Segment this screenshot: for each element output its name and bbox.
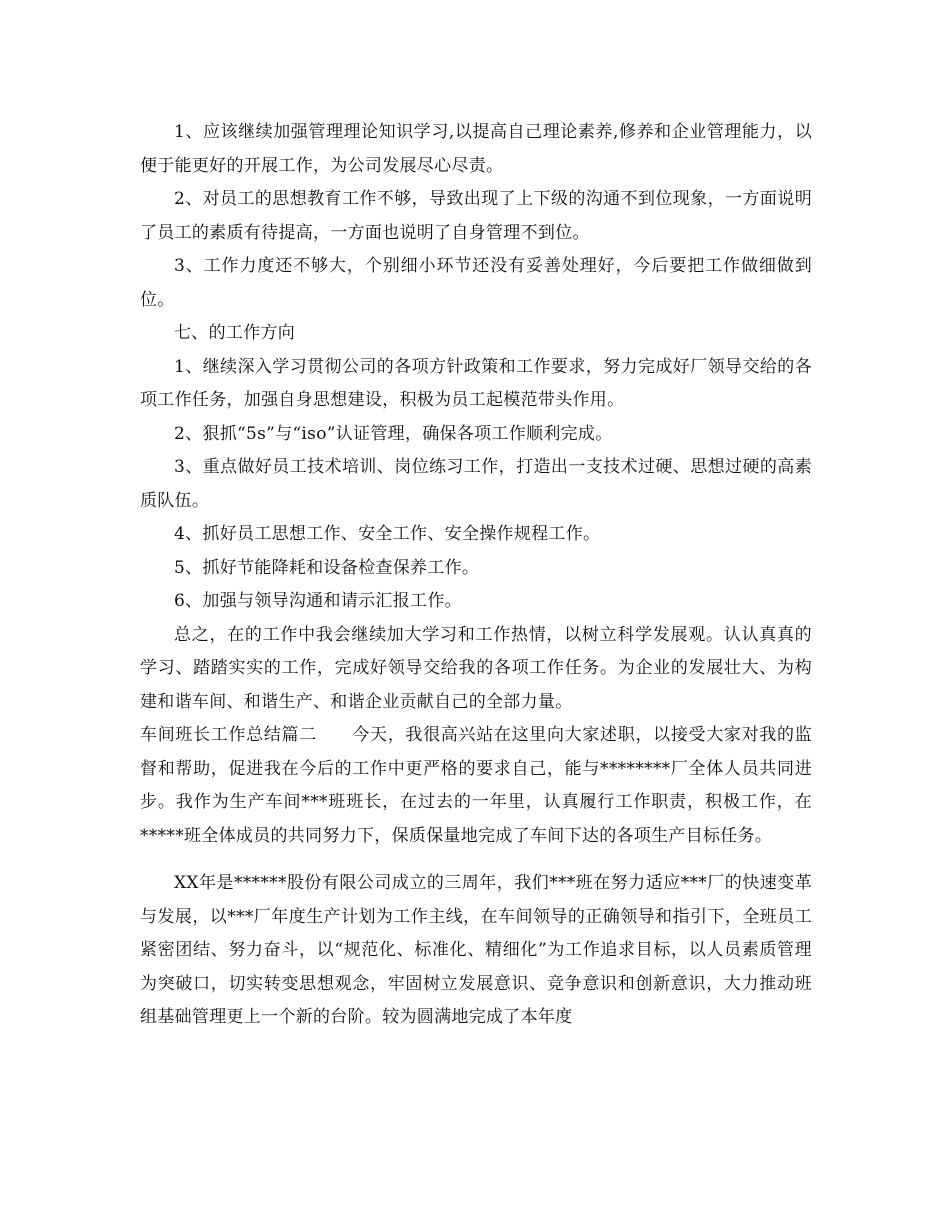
paragraph-annual-overview: XX年是******股份有限公司成立的三周年，我们***班在努力适应***厂的快速变革与发展，以***厂年度生产计划为工作主线，在车间领导的正确领导和指引下，全班员工紧密团结、努力奋斗，以“规范化、标准化、精细化”为工作追求目标，以人员素质管理为突破口，切实转变思想观念，牢固树立发展意识、竞争意识和创新意识，大力推动班组基础管理更上一个新的台阶。较为圆满地完成了本年度 (140, 873, 812, 1027)
paragraph-article-two-opening: 车间班长工作总结篇二 今天，我很高兴站在这里向大家述职，以接受大家对我的监督和帮助，促进我在今后的工作中更严格的要求自己，能与********厂全体人员共同进步。我作为生产车间***班班长，在过去的一年里，认真履行工作职责，积极工作，在*****班全体成员的共同努力下，保质保量地完成了车间下达的各项生产目标任务。 (140, 725, 812, 846)
paragraph-improvement-1: 1、应该继续加强管理理论知识学习,以提高自己理论素养,修养和企业管理能力，以便于能更好的开展工作，为公司发展尽心尽责。 (140, 122, 812, 176)
document-body (140, 116, 812, 1035)
section-heading-work-direction: 七、的工作方向 (174, 323, 296, 343)
paragraph-direction-3: 3、重点做好员工技术培训、岗位练习工作，打造出一支技术过硬、思想过硬的高素质队伍。 (140, 457, 812, 511)
paragraph-conclusion: 总之，在的工作中我会继续加大学习和工作热情，以树立科学发展观。认认真真的学习、踏踏实实的工作，完成好领导交给我的各项工作任务。为企业的发展壮大、为构建和谐车间、和谐生产、和谐企业贡献自己的全部力量。 (140, 624, 812, 712)
paragraph-direction-2: 2、狠抓“5s”与“iso”认证管理，确保各项工作顺利完成。 (174, 423, 613, 444)
paragraph-direction-5: 5、抓好节能降耗和设备检查保养工作。 (174, 557, 480, 578)
paragraph-improvement-2: 2、对员工的思想教育工作不够，导致出现了上下级的沟通不到位现象，一方面说明了员工的素质有待提高，一方面也说明了自身管理不到位。 (140, 189, 812, 243)
paragraph-direction-1: 1、继续深入学习贯彻公司的各项方针政策和工作要求，努力完成好厂领导交给的各项工作任务，加强自身思想建设，积极为员工起模范带头作用。 (140, 356, 812, 410)
paragraph-improvement-3: 3、工作力度还不够大，个别细小环节还没有妥善处理好，今后要把工作做细做到位。 (140, 256, 812, 310)
paragraph-direction-6: 6、加强与领导沟通和请示汇报工作。 (174, 591, 462, 611)
paragraph-direction-4: 4、抓好员工思想工作、安全工作、安全操作规程工作。 (174, 524, 601, 544)
